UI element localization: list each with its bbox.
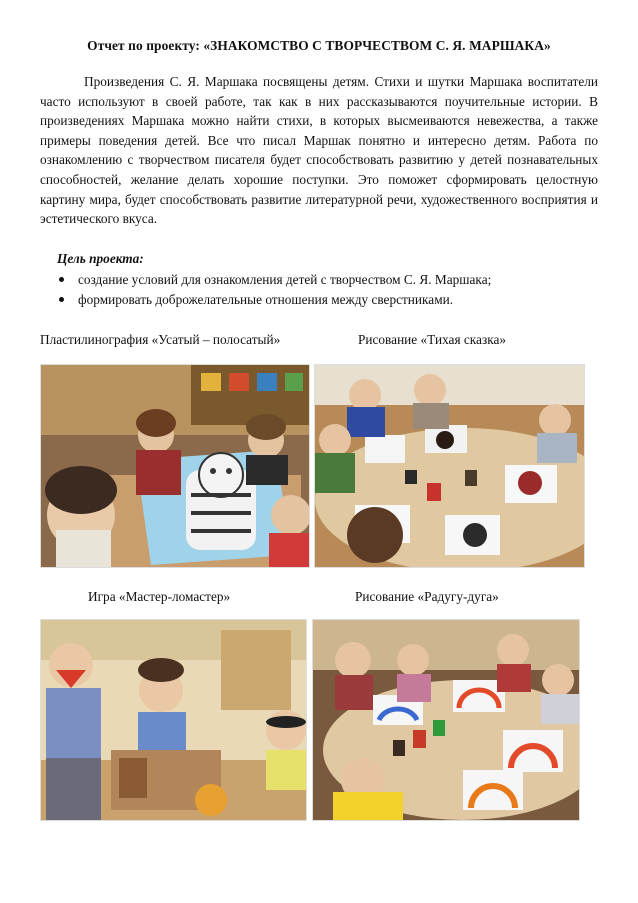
goal-item <box>56 290 601 310</box>
photo-master-game <box>40 619 307 821</box>
caption-photo-3: Игра «Мастер-ломастер» <box>88 589 231 604</box>
caption-photo-1: Пластилинография «Усатый – полосатый» <box>40 332 281 347</box>
goal-item-text: формировать доброжелательные отношения между сверстниками. <box>78 291 454 307</box>
photo-rainbow-painting <box>312 619 580 821</box>
goal-label-text: Цель проекта <box>57 251 140 266</box>
bullet-icon <box>59 277 64 282</box>
photo-painting-table <box>314 364 585 568</box>
intro-paragraph: Произведения С. Я. Маршака посвящены детям. Стихи и шутки Маршака воспитатели часто используют в своей работе, так как в них рассказываются поучительные истории. В произведениях Маршака можно найти стихи, в которых высмеиваются невежества, а также примеры поведения детей. Все что писал Маршак понятно и интересно детям. Работа по ознакомлению с творчеством писателя будет способствовать развитию у детей познавательных способностей, желание делать хорошие поступки. Это поможет сформировать целостную картину мира, будет способствовать развитие литературной речи, художественного восприятия и эстетического вкуса. <box>40 74 598 227</box>
goals-list <box>56 270 601 309</box>
goal-label: Цель проекта: <box>57 251 144 266</box>
bullet-icon <box>59 297 64 302</box>
photo-plasticine-cat <box>40 364 310 568</box>
goal-item-text: создание условий для ознакомления детей с творчеством С. Я. Маршака; <box>78 272 492 287</box>
goal-item <box>56 270 601 290</box>
document-title: Отчет по проекту: «ЗНАКОМСТВО С ТВОРЧЕСТВОМ С. Я. МАРШАКА» <box>87 38 551 53</box>
caption-photo-2: Рисование «Тихая сказка» <box>358 332 507 347</box>
caption-photo-4: Рисование «Радугу-дуга» <box>355 589 499 604</box>
